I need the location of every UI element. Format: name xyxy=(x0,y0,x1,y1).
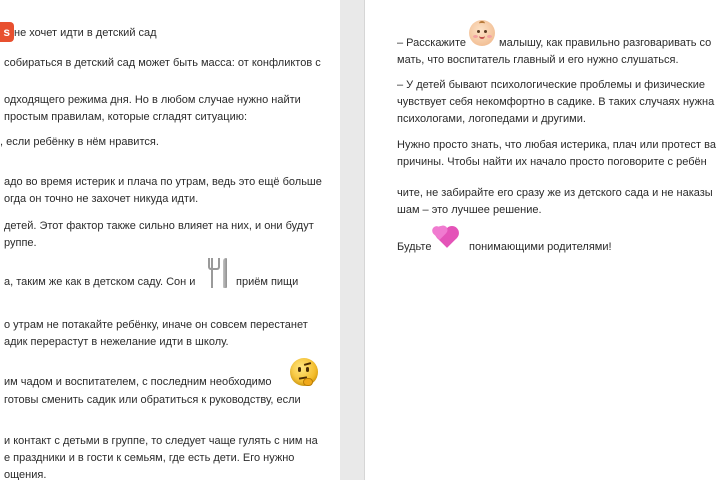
text-line: чувствует себя некомфортно в садике. В таких случаях нужна xyxy=(397,96,715,108)
text-line: готовы сменить садик или обратиться к руководству, если xyxy=(4,394,301,406)
text-line: , если ребёнку в нём нравится. xyxy=(0,136,159,148)
text-line: одходящего режима дня. Но в любом случае нужно найти xyxy=(4,94,301,106)
text-line: – Расскажите xyxy=(397,37,466,49)
text-line: – У детей бывают психологические проблемы и физические xyxy=(397,79,705,91)
text-line: е праздники и в гости к семьям, где есть дети. Его нужно xyxy=(4,452,295,464)
baby-face-icon xyxy=(469,20,495,46)
text-line: Нужно просто знать, что любая истерика, плач или протест ва xyxy=(397,139,716,151)
text-line: Будьте xyxy=(397,241,432,253)
text-line: причины. Чтобы найти их начало просто поговорите с ребён xyxy=(397,156,707,168)
text-line: руппе. xyxy=(4,237,37,249)
text-line: детей. Этот фактор также сильно влияет на них, и они будут xyxy=(4,220,314,232)
text-line: им чадом и воспитателем, с последним необходимо xyxy=(4,376,272,388)
text-line: адик перерастут в нежелание идти в школу. xyxy=(4,336,229,348)
logo-badge-icon: s xyxy=(0,22,14,42)
left-page xyxy=(0,0,340,480)
fork-and-knife-icon xyxy=(208,258,230,288)
text-line: адо во время истерик и плача по утрам, ведь это ещё больше xyxy=(4,176,322,188)
text-line: ощения. xyxy=(4,469,47,480)
text-line: о утрам не потакайте ребёнку, иначе он совсем перестанет xyxy=(4,319,308,331)
text-line: огда он точно не захочет никуда идти. xyxy=(4,193,199,205)
text-line: малышу, как правильно разговаривать со xyxy=(499,37,712,49)
text-line: психологами, логопедами и другими. xyxy=(397,113,586,125)
two-hearts-icon xyxy=(433,224,463,248)
text-line: приём пищи xyxy=(236,276,299,288)
text-line: понимающими родителями! xyxy=(469,241,612,253)
text-line: чите, не забирайте его сразу же из детского сада и не наказы xyxy=(397,187,713,199)
right-page xyxy=(364,0,720,480)
text-line: мать, что воспитатель главный и его нужно слушаться. xyxy=(397,54,679,66)
text-line: а, таким же как в детском саду. Сон и xyxy=(4,276,196,288)
thinking-face-icon xyxy=(290,358,318,386)
text-line: шам – это лучшее решение. xyxy=(397,204,542,216)
text-line: простым правилам, которые сгладят ситуацию: xyxy=(4,111,248,123)
text-line: и контакт с детьми в группе, то следует чаще гулять с ним на xyxy=(4,435,318,447)
text-line: не хочет идти в детский сад xyxy=(14,27,157,39)
page-gap xyxy=(340,0,364,480)
text-line: собираться в детский сад может быть масса: от конфликтов с xyxy=(4,57,321,69)
